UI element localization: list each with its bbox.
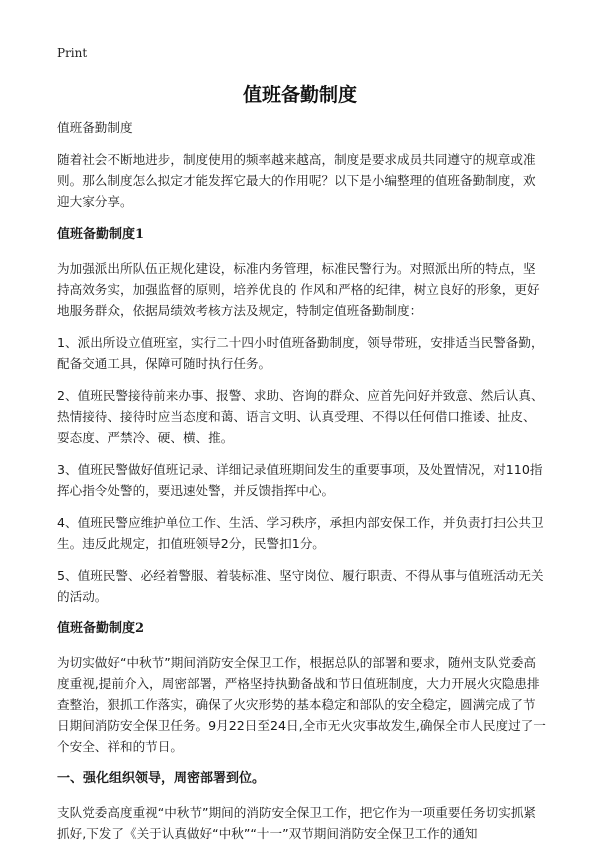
section-2-subheading: 一、强化组织领导，周密部署到位。 xyxy=(57,771,266,786)
section-1-paragraph: 为加强派出所队伍正规化建设，标准内务管理，标准民警行为。对照派出所的特点，坚持高效务实，加强监督的原则，培养优良的 作风和严格的纪律，树立良好的形象，更好地服务群众，依据局绩效考核方法及规定，特制定值班备勤制度： xyxy=(57,261,540,318)
section-1-paragraph: 3、值班民警做好值班记录、详细记录值班期间发生的重要事项，及处置情况，对110指挥心指令处警的，要迅速处警，并反馈指挥中心。 xyxy=(57,462,543,498)
document-subtitle: 值班备勤制度 xyxy=(57,120,133,135)
section-2-paragraph: 支队党委高度重视“中秋节”期间的消防安全保卫工作，把它作为一项重要任务切实抓紧抓好,下发了《关于认真做好“中秋”“十一”双节期间消防安全保卫工作的通知 xyxy=(57,805,537,841)
document-body xyxy=(57,117,547,855)
section-1-heading: 值班备勤制度1 xyxy=(57,227,145,242)
section-2-heading: 值班备勤制度2 xyxy=(57,621,145,636)
section-1-paragraph: 1、派出所设立值班室，实行二十四小时值班备勤制度，领导带班，安排适当民警备勤，配备交通工具，保障可随时执行任务。 xyxy=(57,335,544,371)
section-1-paragraph: 5、值班民警、必经着警服、着装标准、坚守岗位、履行职责、不得从事与值班活动无关的活动。 xyxy=(57,568,544,604)
section-1-paragraph: 4、值班民警应维护单位工作、生活、学习秩序，承担内部安保工作，并负责打扫公共卫生。违反此规定，扣值班领导2分，民警扣1分。 xyxy=(57,515,544,551)
section-2-paragraph: 为切实做好“中秋节”期间消防安全保卫工作，根据总队的部署和要求，随州支队党委高度重视,提前介入，周密部署，严格坚持执勤备战和节日值班制度，大力开展火灾隐患排查整治，狠抓工作落实，确保了火灾形势的基本稳定和部队的安全稳定，圆满完成了节日期间消防安全保卫任务。9月22日至24日,全市无火灾事故发生,确保全市人民度过了一个安全、祥和的节日。 xyxy=(57,655,546,754)
print-link[interactable]: Print xyxy=(57,46,88,60)
section-1-paragraph: 2、值班民警接待前来办事、报警、求助、咨询的群众、应首先问好并致意、然后认真、热情接待、接待时应当态度和蔼、语言文明、认真受理、不得以任何借口推诿、扯皮、耍态度、严禁冷、硬、横、推。 xyxy=(57,388,544,445)
page-title: 值班备勤制度 xyxy=(242,84,357,106)
intro-paragraph: 随着社会不断地进步，制度使用的频率越来越高，制度是要求成员共同遵守的规章或准则。那么制度怎么拟定才能发挥它最大的作用呢？以下是小编整理的值班备勤制度，欢迎大家分享。 xyxy=(57,152,536,209)
